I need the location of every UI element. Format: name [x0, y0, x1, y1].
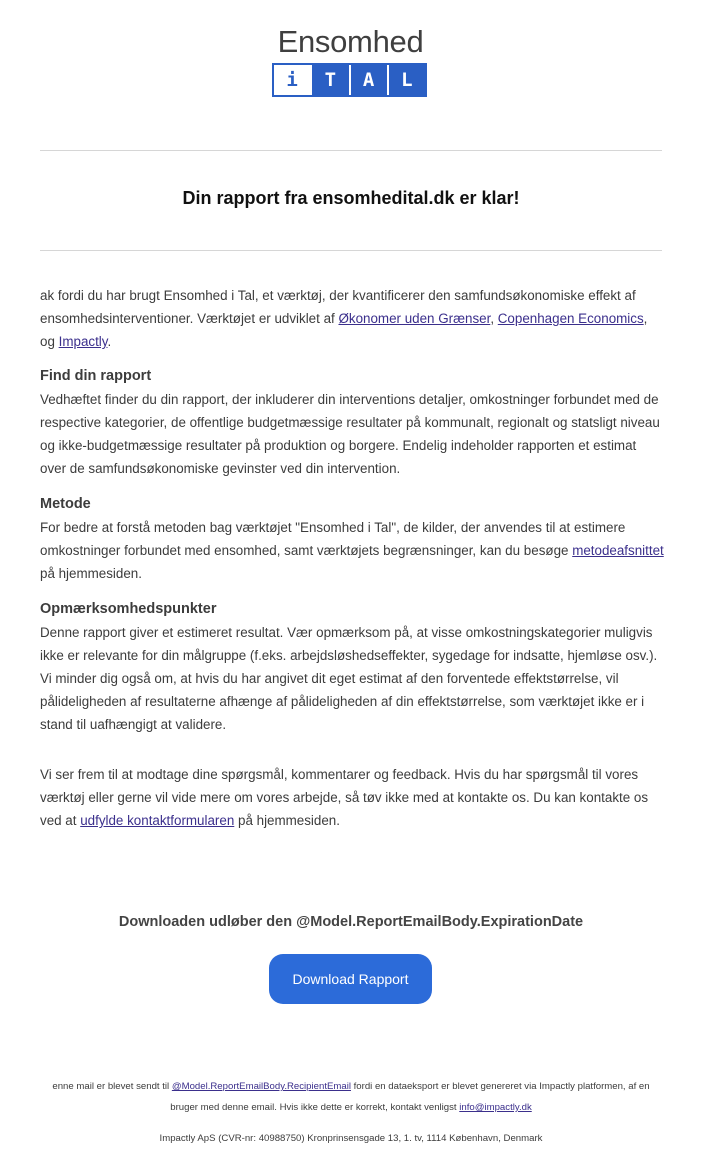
copenhagen-economics-link[interactable]: Copenhagen Economics — [497, 311, 644, 326]
footer-notice — [40, 1076, 662, 1118]
download-rapport-button[interactable]: Download Rapport — [269, 954, 432, 1004]
kontaktformular-link[interactable]: udfylde kontaktformularen — [80, 813, 235, 828]
logo-letter-i: i — [274, 65, 310, 95]
metode-text: For bedre at forstå metoden bag værktøjet "Ensomhed i Tal", de kilder, der anvendes til at estimere omkostninger forbundet med ensomhed, samt værktøjets begrænsninger, kan du besøge — [40, 520, 626, 558]
footer-address: Impactly ApS (CVR-nr: 40988750) Kronprinsensgade 13, 1. tv, 1114 København, Denmark — [159, 1133, 543, 1144]
metode-heading: Metode — [40, 496, 91, 512]
footer-text-2: fordi en dataeksport er blevet genereret via Impactly platformen, af en bruger med denne email. Hvis ikke dette er korrekt, kontakt venligst — [170, 1081, 650, 1113]
ensomhed-i-tal-logo — [272, 26, 429, 97]
logo-wordmark: Ensomhed — [277, 24, 424, 59]
metode-body — [40, 516, 665, 585]
intro-paragraph — [40, 284, 665, 353]
okonomer-uden-graenser-link[interactable]: Økonomer uden Grænser — [338, 311, 491, 326]
logo-letter-boxes — [272, 63, 427, 97]
impactly-link[interactable]: Impactly — [58, 334, 108, 349]
opmaerksomhedspunkter-heading: Opmærksomhedspunkter — [40, 601, 217, 617]
contact-text-2: på hjemmesiden. — [234, 813, 340, 828]
contact-text: Vi ser frem til at modtage dine spørgsmål, kommentarer og feedback. Hvis du har spørgsmål til vores værktøj eller gerne vil vide mere om vores arbejde, så tøv ikke med at kontakte os. Du kan kontakte os ved at — [40, 767, 649, 828]
intro-text: ak fordi du har brugt Ensomhed i Tal, et værktøj, der kvantificerer den samfundsøkonomiske effekt af ensomhedsinterventioner. Værktøjet er udviklet af — [40, 288, 636, 326]
logo-letter-a: A — [349, 65, 387, 95]
download-expiry-text: Downloaden udløber den @Model.ReportEmailBody.ExpirationDate — [118, 914, 584, 930]
opmaerksomhedspunkter-body: Denne rapport giver et estimeret resultat. Vær opmærksom på, at visse omkostningskategorier muligvis ikke er relevante for din målgruppe (f.eks. arbejdsløshedseffekter, sygedage for indsatte, hjemløse osv.). Vi minder dig også om, at hvis du har angivet dit eget estimat af den forventede effektstørrelse, vil pålideligheden af resultaterne afhænge af pålideligheden af din effektstørrelse, som værktøjet ikke er i stand til uafhængigt at validere. — [40, 625, 658, 732]
intro-separator: , — [490, 311, 498, 326]
metodeafsnittet-link[interactable]: metodeafsnittet — [572, 543, 664, 558]
find-rapport-heading: Find din rapport — [40, 368, 152, 384]
intro-text-3: . — [107, 334, 112, 349]
recipient-email-link[interactable]: @Model.ReportEmailBody.RecipientEmail — [171, 1081, 351, 1092]
logo-letter-t: T — [310, 65, 348, 95]
metode-text-2: på hjemmesiden. — [40, 566, 142, 581]
find-rapport-body: Vedhæftet finder du din rapport, der inkluderer din interventions detaljer, omkostninger forbundet med de respective kategorier, de offentlige budgetmæssige resultater på kommunalt, regionalt og statsligt niveau og ikke-budgetmæssige resultater på produktion og borgere. Endelig indeholder rapporten et estimat over de samfundsøkonomiske gevinster ved din intervention. — [40, 392, 660, 476]
email-footer — [40, 1076, 662, 1149]
logo-letter-l: L — [387, 65, 425, 95]
headline-divider — [40, 250, 662, 251]
email-body — [40, 284, 665, 832]
email-headline: Din rapport fra ensomhedital.dk er klar! — [182, 188, 520, 208]
contact-paragraph — [40, 763, 665, 832]
intro-text-2: , og — [40, 311, 648, 349]
top-divider — [40, 150, 662, 151]
footer-text: enne mail er blevet sendt til — [52, 1081, 172, 1092]
info-email-link[interactable]: info@impactly.dk — [459, 1102, 532, 1113]
